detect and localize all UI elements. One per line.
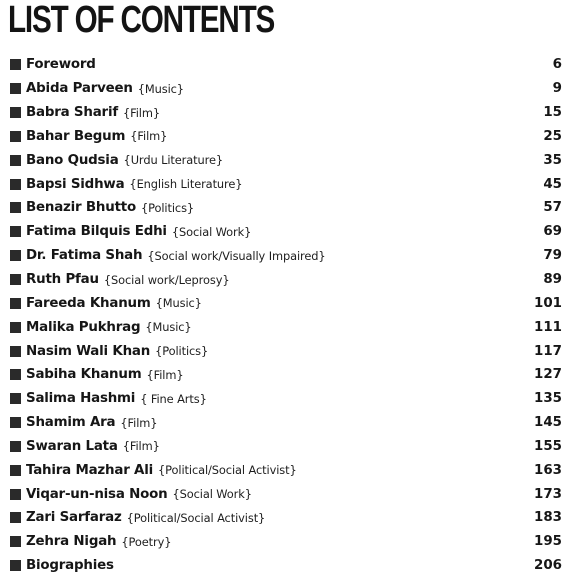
entry-page-number: 15 — [543, 105, 562, 121]
square-bullet-icon — [10, 369, 21, 380]
square-bullet-icon — [10, 560, 21, 571]
square-bullet-icon — [10, 298, 21, 309]
square-bullet-icon — [10, 393, 21, 404]
contents-entry — [10, 291, 564, 315]
entry-field: { Fine Arts} — [140, 391, 207, 406]
square-bullet-icon — [10, 59, 21, 70]
entry-field: {Music} — [145, 320, 192, 335]
square-bullet-icon — [10, 417, 21, 428]
square-bullet-icon — [10, 250, 21, 261]
contents-entry — [10, 530, 564, 554]
entry-field: {Film} — [122, 105, 161, 120]
entry-page-number: 35 — [543, 152, 562, 168]
entry-page-number: 195 — [534, 534, 562, 550]
entry-field: {Poetry} — [121, 534, 172, 549]
square-bullet-icon — [10, 131, 21, 142]
contents-entry — [10, 148, 564, 172]
contents-entry — [10, 387, 564, 411]
entry-name: Biographies — [26, 558, 114, 574]
page-title: LIST OF CONTENTS — [8, 0, 275, 41]
contents-entry — [10, 411, 564, 435]
square-bullet-icon — [10, 179, 21, 190]
contents-list — [10, 53, 564, 578]
entry-field: {Political/Social Activist} — [126, 510, 266, 525]
entry-name: Sabiha Khanum — [26, 367, 142, 383]
entry-page-number: 163 — [534, 462, 562, 478]
entry-field: {Politics} — [155, 344, 209, 359]
contents-entry — [10, 172, 564, 196]
entry-name: Tahira Mazhar Ali — [26, 462, 154, 478]
entry-field: {Political/Social Activist} — [158, 463, 297, 478]
entry-field: {Film} — [120, 415, 158, 430]
entry-field: {Social work/Leprosy} — [103, 272, 230, 287]
entry-field: {Film} — [146, 367, 184, 382]
entry-field: {Social Work} — [172, 487, 252, 502]
entry-page-number: 79 — [543, 248, 562, 264]
square-bullet-icon — [10, 512, 21, 523]
contents-entry — [10, 458, 564, 482]
square-bullet-icon — [10, 489, 21, 500]
entry-name: Zari Sarfaraz — [26, 510, 122, 526]
entry-page-number: 135 — [534, 391, 562, 407]
entry-name: Malika Pukhrag — [26, 319, 141, 335]
entry-field: {Social work/Visually Impaired} — [147, 248, 326, 263]
entry-name: Babra Sharif — [26, 105, 118, 121]
entry-field: {Film} — [122, 439, 160, 454]
contents-entry — [10, 125, 564, 149]
square-bullet-icon — [10, 226, 21, 237]
contents-entry — [10, 196, 564, 220]
entry-page-number: 9 — [552, 81, 562, 97]
entry-name: Fatima Bilquis Edhi — [26, 224, 167, 240]
contents-entry — [10, 220, 564, 244]
entry-page-number: 155 — [534, 438, 562, 454]
square-bullet-icon — [10, 107, 21, 118]
entry-page-number: 145 — [534, 415, 562, 431]
contents-entry — [10, 53, 564, 77]
entry-name: Viqar-un-nisa Noon — [26, 486, 168, 502]
square-bullet-icon — [10, 465, 21, 476]
entry-page-number: 89 — [543, 272, 562, 288]
square-bullet-icon — [10, 346, 21, 357]
contents-entry — [10, 315, 564, 339]
contents-entry — [10, 244, 564, 268]
square-bullet-icon — [10, 441, 21, 452]
entry-page-number: 173 — [534, 486, 562, 502]
entry-field: {Urdu Literature} — [123, 153, 224, 168]
entry-name: Benazir Bhutto — [26, 200, 136, 216]
contents-entry — [10, 482, 564, 506]
square-bullet-icon — [10, 536, 21, 547]
contents-entry — [10, 363, 564, 387]
entry-name: Bano Qudsia — [26, 152, 119, 168]
entry-page-number: 45 — [543, 176, 562, 192]
entry-name: Fareeda Khanum — [26, 295, 151, 311]
entry-field: {English Literature} — [129, 177, 243, 192]
entry-name: Dr. Fatima Shah — [26, 248, 143, 264]
entry-field: {Politics} — [140, 200, 195, 215]
entry-name: Zehra Nigah — [26, 534, 117, 550]
entry-name: Nasim Wali Khan — [26, 343, 151, 359]
entry-page-number: 206 — [534, 558, 562, 574]
square-bullet-icon — [10, 274, 21, 285]
entry-name: Ruth Pfau — [26, 272, 99, 288]
entry-field: {Film} — [130, 129, 168, 144]
entry-page-number: 183 — [534, 510, 562, 526]
entry-page-number: 127 — [534, 367, 562, 383]
entry-page-number: 69 — [543, 224, 562, 240]
entry-page-number: 25 — [543, 128, 562, 144]
contents-entry — [10, 506, 564, 530]
entry-field: {Music} — [137, 81, 184, 96]
contents-entry — [10, 339, 564, 363]
entry-name: Salima Hashmi — [26, 391, 136, 407]
entry-page-number: 6 — [552, 57, 562, 73]
contents-entry — [10, 554, 564, 578]
contents-entry — [10, 101, 564, 125]
entry-name: Abida Parveen — [26, 81, 133, 97]
entry-page-number: 111 — [534, 319, 562, 335]
square-bullet-icon — [10, 155, 21, 166]
contents-entry — [10, 435, 564, 459]
entry-field: {Music} — [155, 296, 202, 311]
square-bullet-icon — [10, 202, 21, 213]
entry-page-number: 57 — [543, 200, 562, 216]
entry-name: Swaran Lata — [26, 438, 118, 454]
entry-name: Bahar Begum — [26, 128, 126, 144]
entry-name: Shamim Ara — [26, 415, 116, 431]
square-bullet-icon — [10, 322, 21, 333]
entry-name: Foreword — [26, 57, 96, 73]
contents-entry — [10, 268, 564, 292]
entry-field: {Social Work} — [171, 224, 252, 239]
contents-entry — [10, 77, 564, 101]
entry-page-number: 117 — [534, 343, 562, 359]
entry-page-number: 101 — [534, 295, 562, 311]
square-bullet-icon — [10, 83, 21, 94]
entry-name: Bapsi Sidhwa — [26, 176, 125, 192]
